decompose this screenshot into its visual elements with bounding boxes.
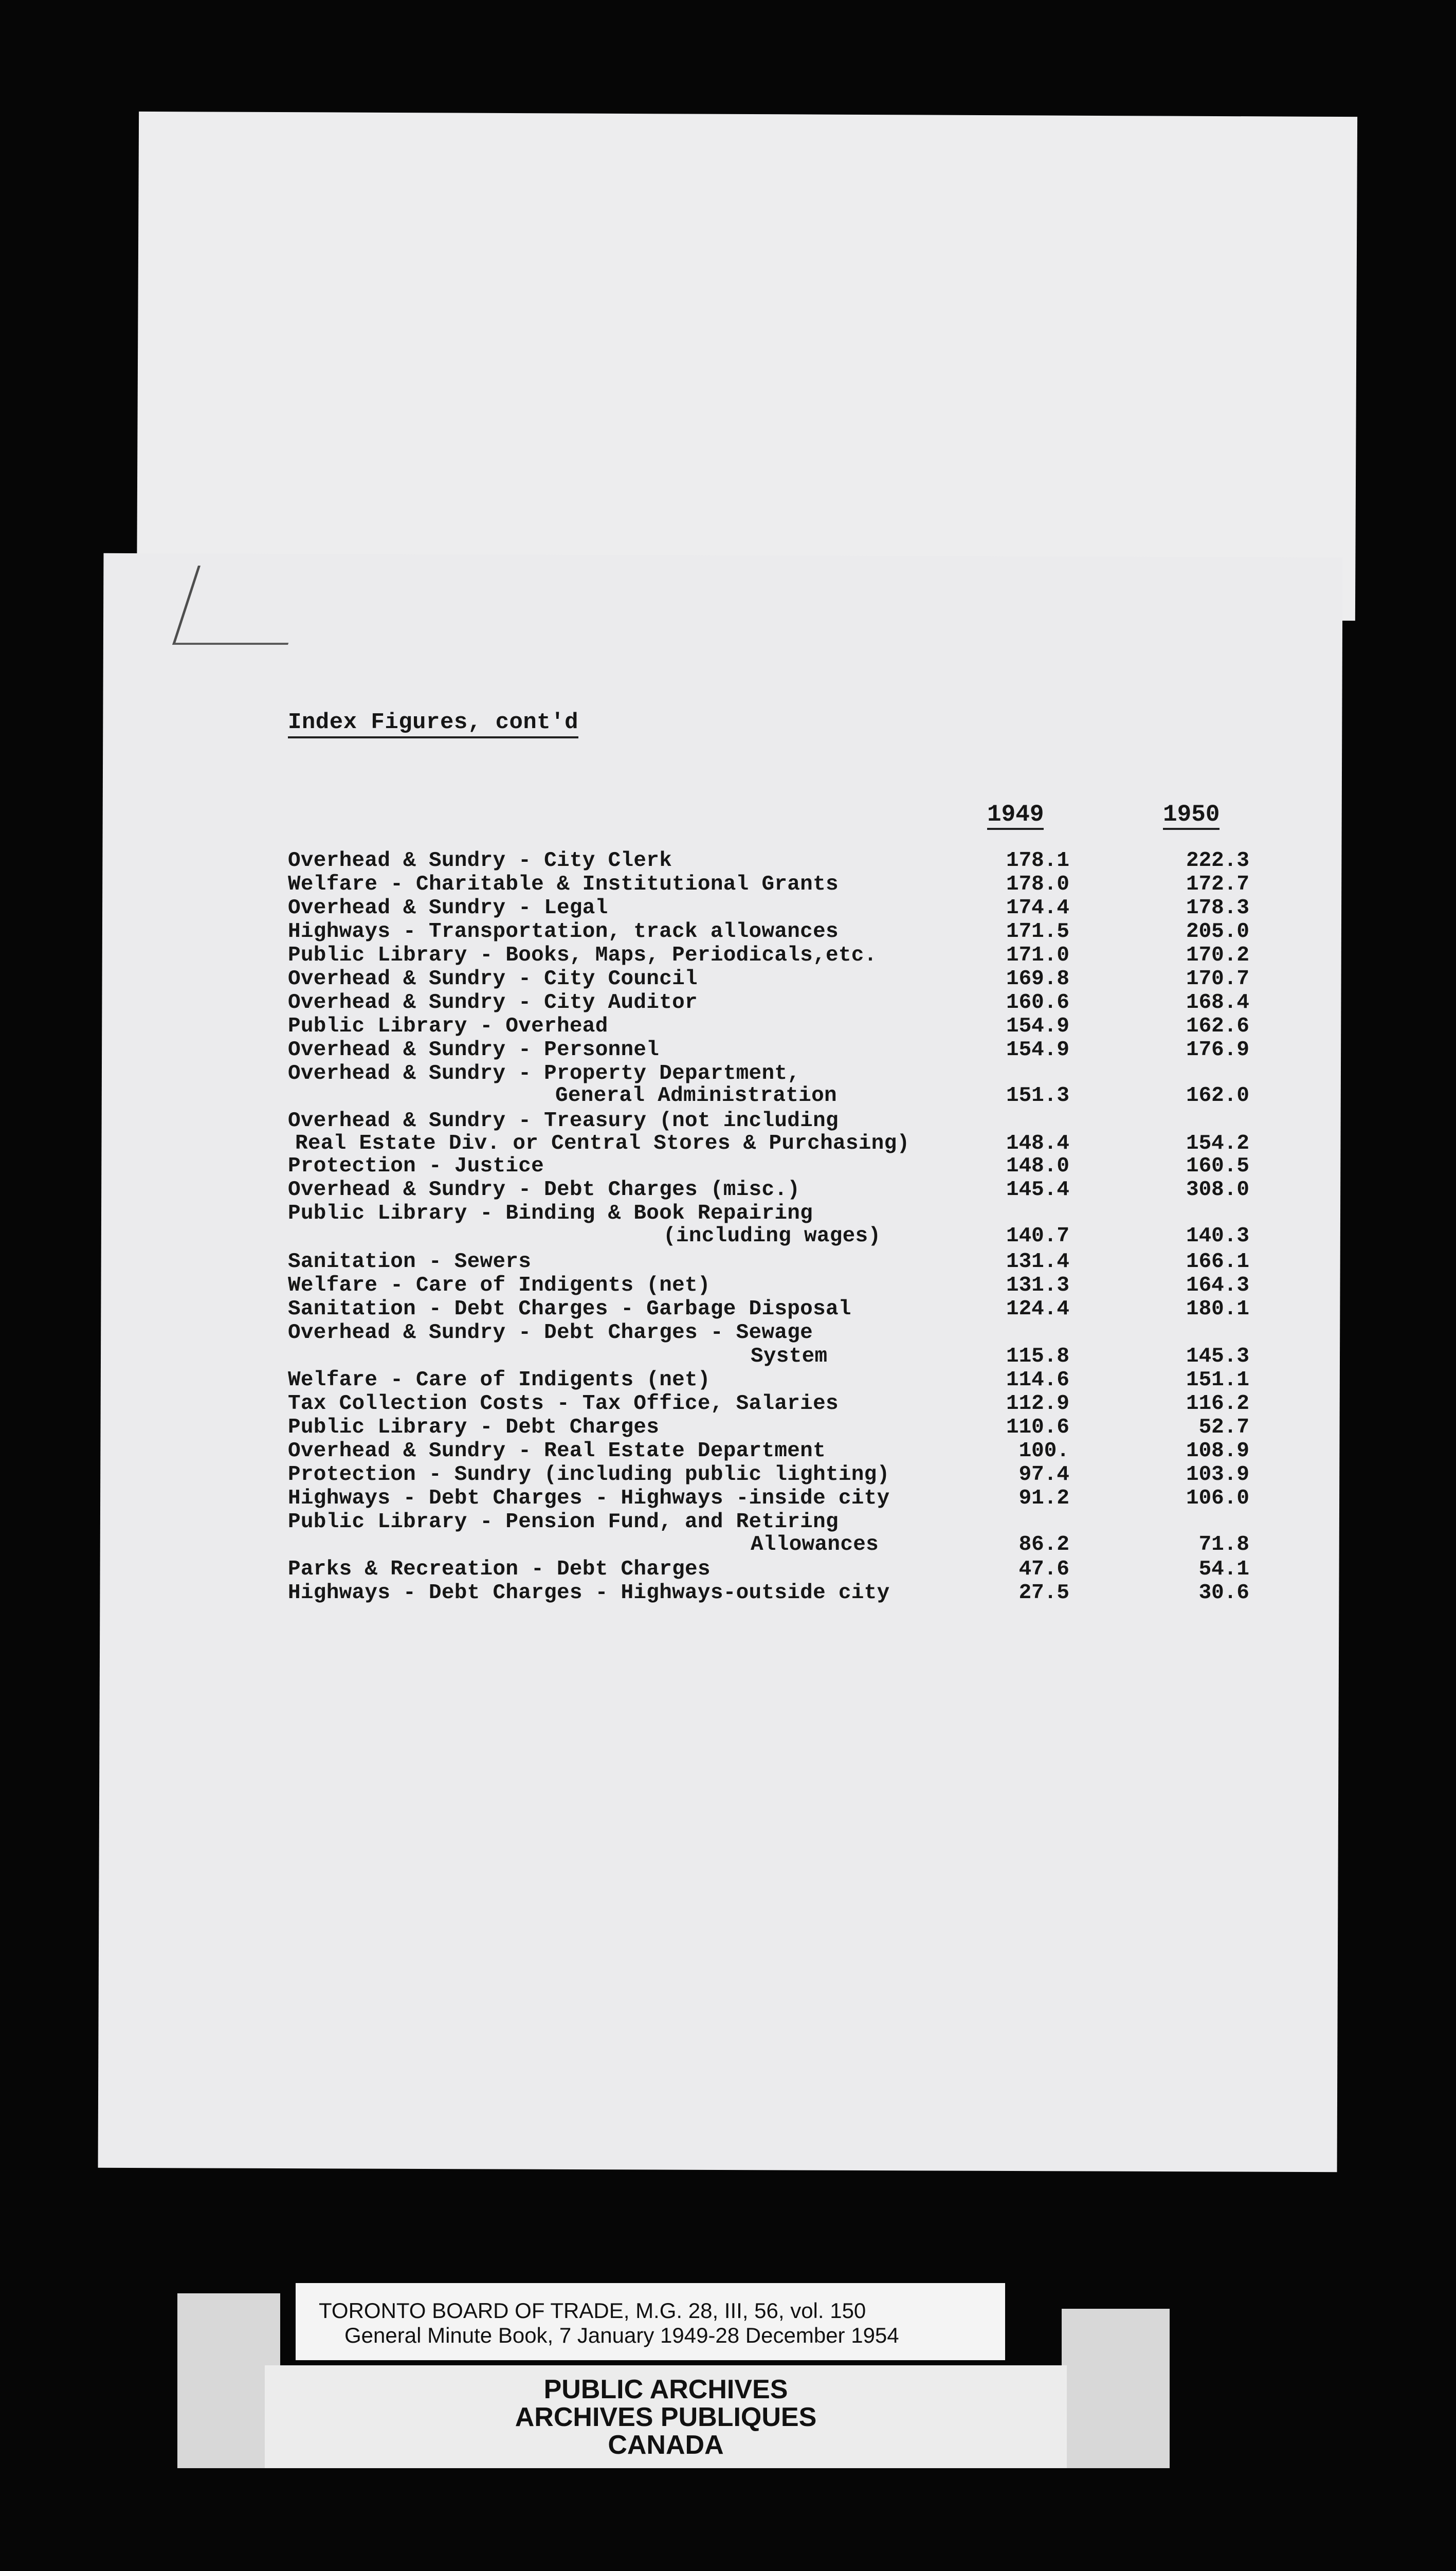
- value-1949: 91.2: [1018, 1487, 1069, 1510]
- row-label: Highways - Transportation, track allowances: [288, 920, 839, 944]
- row-label: Parks & Recreation - Debt Charges: [288, 1558, 711, 1581]
- value-1950: 106.0: [1186, 1487, 1249, 1510]
- column-header-1950: 1950: [1163, 801, 1220, 830]
- value-1950: 168.4: [1186, 991, 1249, 1015]
- value-1950: 154.2: [1186, 1132, 1249, 1155]
- value-1949: 171.5: [1006, 920, 1069, 944]
- value-1950: 170.2: [1186, 944, 1249, 967]
- value-1949: 171.0: [1006, 944, 1069, 967]
- row-label: General Administration: [555, 1084, 837, 1108]
- row-label: Public Library - Debt Charges: [288, 1416, 660, 1439]
- value-1949: 115.8: [1006, 1345, 1069, 1368]
- value-1950: 160.5: [1186, 1154, 1249, 1178]
- row-label: Highways - Debt Charges - Highways-outside city: [288, 1581, 890, 1605]
- value-1950: 205.0: [1186, 920, 1249, 944]
- value-1950: 162.6: [1186, 1015, 1249, 1038]
- value-1949: 100.: [1018, 1439, 1069, 1463]
- table-row: [288, 1273, 1265, 1298]
- archive-stamp: [177, 2283, 1170, 2468]
- row-label: Sanitation - Debt Charges - Garbage Disposal: [288, 1297, 851, 1321]
- table-row: [288, 1462, 1265, 1487]
- table-row: [288, 896, 1265, 920]
- table-row: [288, 1510, 1265, 1534]
- row-label: Sanitation - Sewers: [288, 1250, 532, 1274]
- value-1950: 166.1: [1186, 1250, 1249, 1274]
- value-1950: 170.7: [1186, 967, 1249, 991]
- value-1950: 172.7: [1186, 873, 1249, 896]
- value-1949: 169.8: [1006, 967, 1069, 991]
- row-label: Overhead & Sundry - Debt Charges - Sewage: [288, 1321, 813, 1345]
- table-row: [288, 990, 1265, 1015]
- value-1950: 52.7: [1198, 1416, 1249, 1439]
- table-row: [288, 1201, 1265, 1226]
- value-1949: 110.6: [1006, 1416, 1069, 1439]
- row-label: Overhead & Sundry - Treasury (not including: [288, 1109, 839, 1133]
- table-row: [288, 1532, 1265, 1557]
- stamp-archive-en: PUBLIC ARCHIVES: [543, 2375, 788, 2404]
- row-label: Welfare - Care of Indigents (net): [288, 1274, 711, 1297]
- value-1950: 308.0: [1186, 1178, 1249, 1202]
- row-label: Public Library - Pension Fund, and Retiring: [288, 1510, 839, 1534]
- value-1949: 124.4: [1006, 1297, 1069, 1321]
- value-1949: 154.9: [1006, 1038, 1069, 1062]
- document-heading: Index Figures, cont'd: [288, 710, 578, 738]
- table-row: [288, 1297, 1265, 1321]
- value-1950: 178.3: [1186, 896, 1249, 920]
- value-1949: 97.4: [1018, 1463, 1069, 1487]
- value-1950: 103.9: [1186, 1463, 1249, 1487]
- table-row: [288, 1083, 1265, 1108]
- value-1949: 154.9: [1006, 1015, 1069, 1038]
- row-label: Protection - Justice: [288, 1154, 544, 1178]
- stamp-reference-line-1: TORONTO BOARD OF TRADE, M.G. 28, III, 56, vol. 150: [319, 2298, 866, 2323]
- table-row: [288, 919, 1265, 944]
- row-label: Allowances: [751, 1533, 879, 1556]
- value-1950: 151.1: [1186, 1368, 1249, 1392]
- value-1950: 176.9: [1186, 1038, 1249, 1062]
- value-1949: 140.7: [1006, 1224, 1069, 1248]
- table-row: [288, 848, 1265, 873]
- value-1949: 178.0: [1006, 873, 1069, 896]
- value-1949: 86.2: [1018, 1533, 1069, 1556]
- row-label: Welfare - Charitable & Institutional Grants: [288, 873, 839, 896]
- value-1949: 145.4: [1006, 1178, 1069, 1202]
- row-label: (including wages): [663, 1224, 881, 1248]
- stamp-archive-fr: ARCHIVES PUBLIQUES: [515, 2402, 817, 2432]
- value-1950: 30.6: [1198, 1581, 1249, 1605]
- row-label: Public Library - Binding & Book Repairing: [288, 1202, 813, 1225]
- table-row: [288, 1250, 1265, 1274]
- value-1949: 131.3: [1006, 1274, 1069, 1297]
- table-row: [288, 1368, 1265, 1392]
- row-label: Overhead & Sundry - Debt Charges (misc.): [288, 1178, 800, 1202]
- table-row: [288, 1178, 1265, 1202]
- value-1949: 27.5: [1018, 1581, 1069, 1605]
- value-1950: 54.1: [1198, 1558, 1249, 1581]
- row-label: Overhead & Sundry - Legal: [288, 896, 608, 920]
- value-1949: 112.9: [1006, 1392, 1069, 1416]
- row-label: Welfare - Care of Indigents (net): [288, 1368, 711, 1392]
- value-1949: 114.6: [1006, 1368, 1069, 1392]
- row-label: Overhead & Sundry - Personnel: [288, 1038, 660, 1062]
- table-row: [288, 1131, 1265, 1156]
- row-label: Overhead & Sundry - Real Estate Department: [288, 1439, 826, 1463]
- table-row: [288, 1557, 1265, 1582]
- table-row: [288, 872, 1265, 897]
- row-label: Overhead & Sundry - City Council: [288, 967, 698, 991]
- table-row: [288, 1061, 1265, 1086]
- table-row: [288, 1224, 1265, 1248]
- value-1950: 162.0: [1186, 1084, 1249, 1108]
- back-paper-sheet: [137, 112, 1357, 621]
- value-1949: 148.4: [1006, 1132, 1069, 1155]
- row-label: Tax Collection Costs - Tax Office, Salaries: [288, 1392, 839, 1416]
- table-row: [288, 943, 1265, 968]
- stamp-reference-line-2: General Minute Book, 7 January 1949-28 December 1954: [344, 2323, 899, 2347]
- index-figures-document: [288, 710, 1265, 1661]
- column-header-1949: 1949: [987, 801, 1044, 830]
- row-label: Overhead & Sundry - City Auditor: [288, 991, 698, 1015]
- value-1949: 148.0: [1006, 1154, 1069, 1178]
- row-label: Protection - Sundry (including public lighting): [288, 1463, 890, 1487]
- value-1950: 222.3: [1186, 849, 1249, 873]
- table-row: [288, 1486, 1265, 1511]
- stamp-country: CANADA: [608, 2430, 724, 2460]
- stamp-archive-name: [265, 2365, 1067, 2468]
- table-row: [288, 1320, 1265, 1345]
- table-row: [288, 1014, 1265, 1039]
- row-label: Highways - Debt Charges - Highways -inside city: [288, 1487, 890, 1510]
- row-label: Real Estate Div. or Central Stores & Purchasing): [295, 1132, 910, 1155]
- value-1950: 180.1: [1186, 1297, 1249, 1321]
- row-label: Overhead & Sundry - City Clerk: [288, 849, 672, 873]
- value-1949: 47.6: [1018, 1558, 1069, 1581]
- table-row: [288, 967, 1265, 991]
- row-label: Overhead & Sundry - Property Department,: [288, 1062, 800, 1085]
- value-1949: 151.3: [1006, 1084, 1069, 1108]
- table-row: [288, 1038, 1265, 1062]
- row-label: Public Library - Books, Maps, Periodicals,etc.: [288, 944, 877, 967]
- row-label: Public Library - Overhead: [288, 1015, 608, 1038]
- table-row: [288, 1391, 1265, 1416]
- table-row: [288, 1581, 1265, 1605]
- value-1950: 116.2: [1186, 1392, 1249, 1416]
- value-1950: 108.9: [1186, 1439, 1249, 1463]
- value-1950: 71.8: [1198, 1533, 1249, 1556]
- row-label: System: [751, 1345, 828, 1368]
- value-1950: 140.3: [1186, 1224, 1249, 1248]
- table-row: [288, 1109, 1265, 1133]
- stamp-right-tab: [1062, 2309, 1170, 2468]
- stamp-reference-label: [296, 2283, 1005, 2360]
- value-1950: 164.3: [1186, 1274, 1249, 1297]
- value-1949: 178.1: [1006, 849, 1069, 873]
- table-row: [288, 1344, 1265, 1369]
- value-1950: 145.3: [1186, 1345, 1249, 1368]
- value-1949: 160.6: [1006, 991, 1069, 1015]
- table-row: [288, 1154, 1265, 1179]
- table-row: [288, 1439, 1265, 1463]
- value-1949: 131.4: [1006, 1250, 1069, 1274]
- value-1949: 174.4: [1006, 896, 1069, 920]
- table-row: [288, 1415, 1265, 1440]
